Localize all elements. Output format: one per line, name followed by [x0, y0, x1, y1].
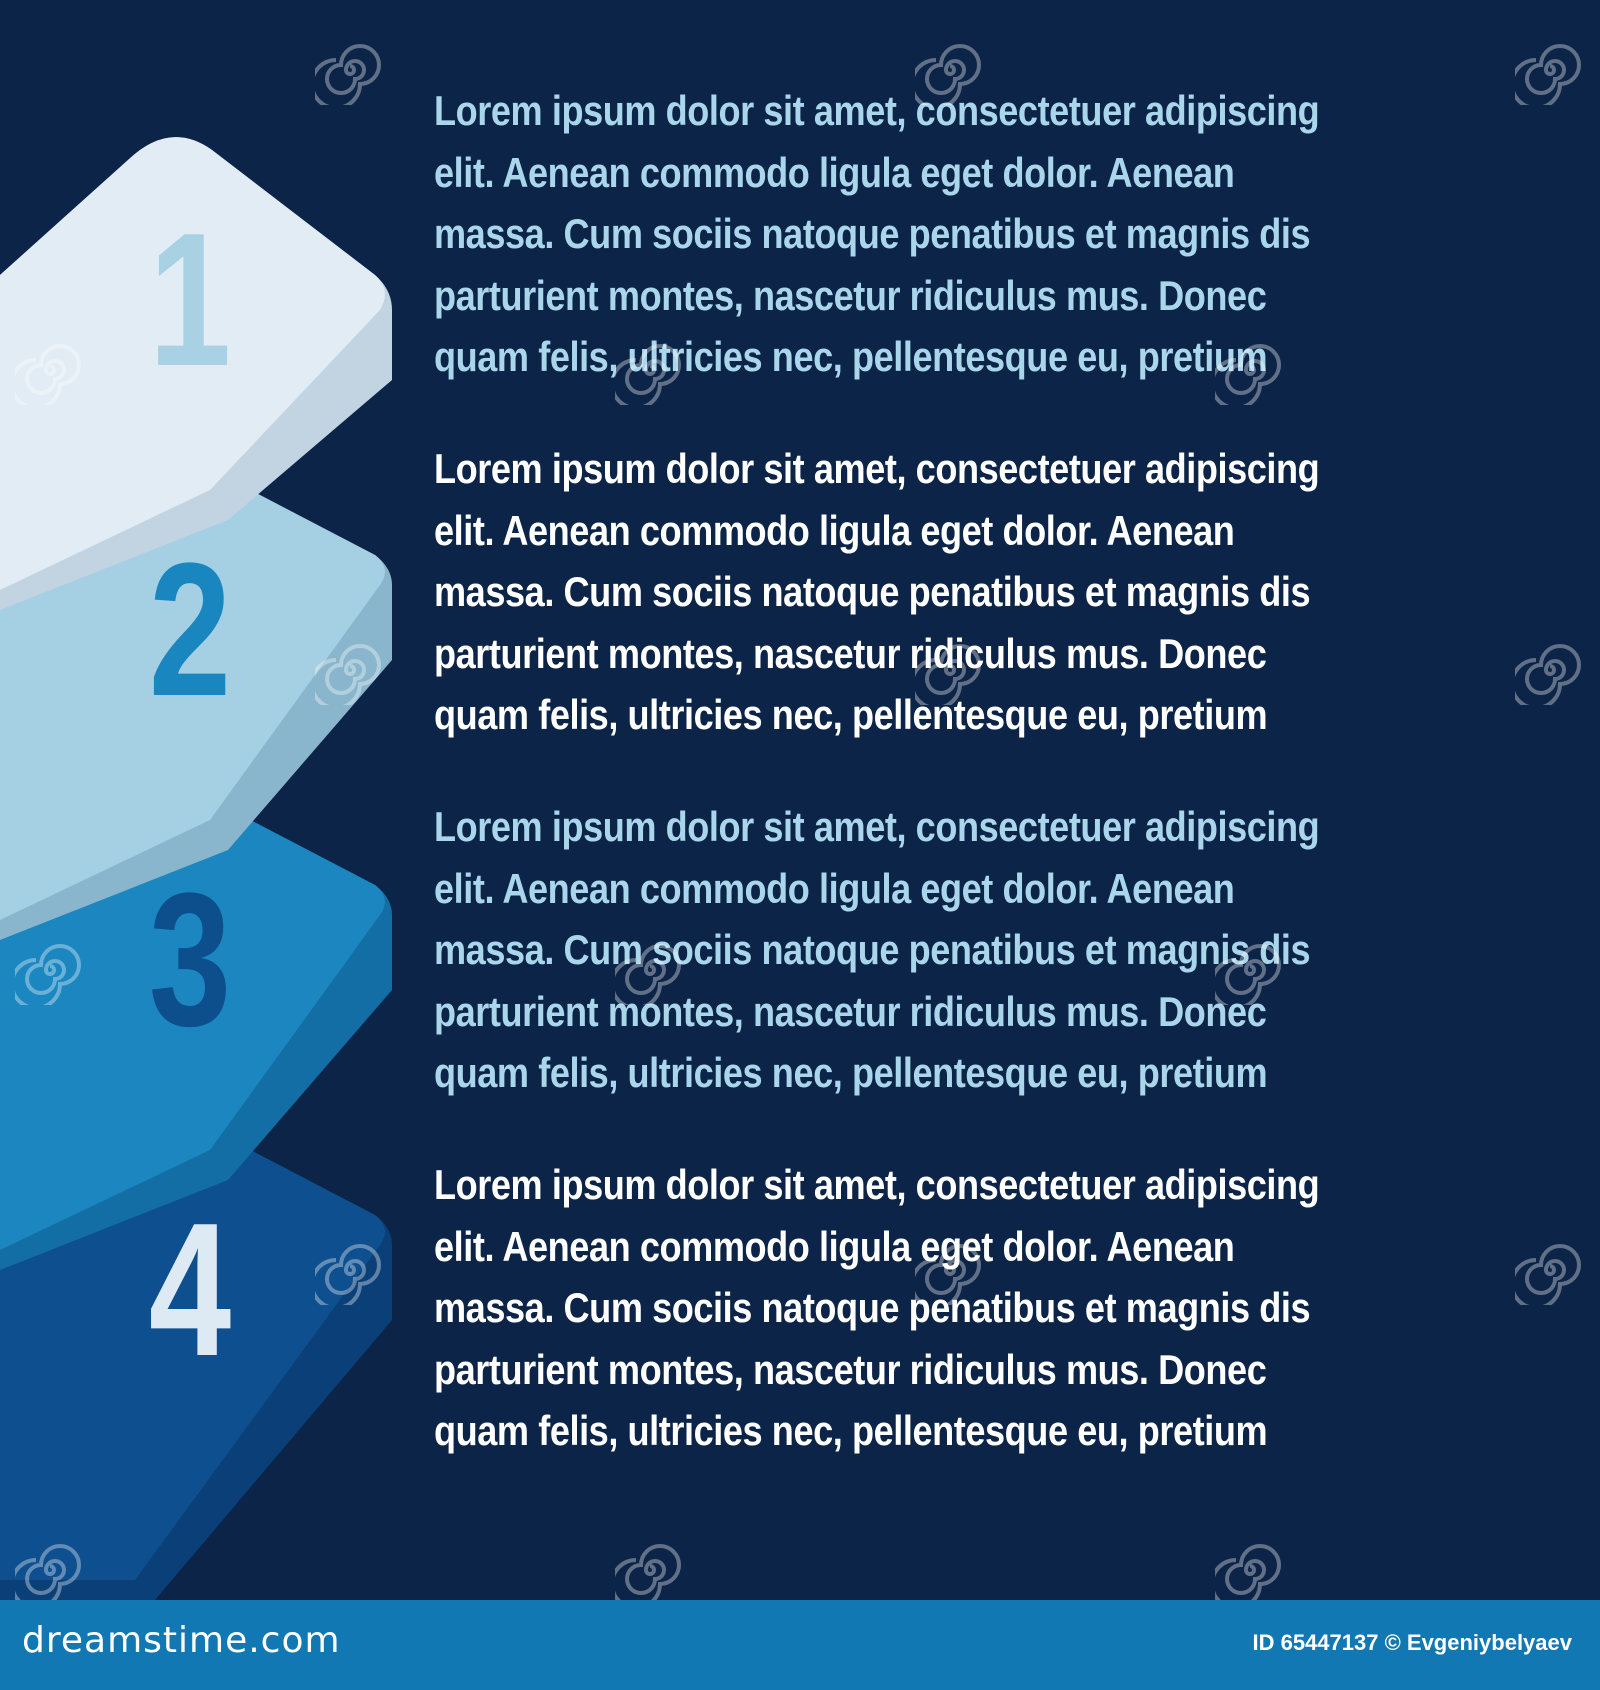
text-line: elit. Aenean commodo ligula eget dolor. Aenean: [434, 1222, 1235, 1270]
spiral-icon: [15, 1535, 85, 1600]
spiral-icon: [315, 635, 385, 705]
spiral-icon: [1215, 935, 1285, 1005]
text-line: massa. Cum sociis natoque penatibus et magnis dis: [434, 568, 1311, 615]
spiral-icon: [15, 335, 85, 405]
spiral-icon: [915, 1235, 985, 1305]
image-credit: ID 65447137 © Evgeniybelyaev: [1252, 1630, 1572, 1655]
step-3-text: [434, 796, 1564, 1104]
text-line: elit. Aenean commodo ligula eget dolor. Aenean: [434, 864, 1235, 912]
step-1-text: [434, 80, 1564, 388]
text-line: Lorem ipsum dolor sit amet, consectetuer adipiscing: [434, 87, 1320, 134]
spiral-icon: [1515, 635, 1585, 705]
text-line: quam felis, ultricies nec, pellentesque eu, pretium: [434, 333, 1268, 380]
step-number-4: 4: [148, 1184, 232, 1396]
spiral-icon: [615, 1535, 685, 1600]
spiral-icon: [1215, 335, 1285, 405]
spiral-icon: [915, 35, 985, 105]
step-number-3: 3: [148, 854, 232, 1066]
footer-bar: [0, 1600, 1600, 1690]
spiral-icon: [615, 335, 685, 405]
site-logo[interactable]: dreamstime.com: [22, 1620, 341, 1661]
spiral-icon: [15, 935, 85, 1005]
step-4-text: [434, 1154, 1564, 1462]
text-line: parturient montes, nascetur ridiculus mus. Donec: [434, 629, 1267, 677]
text-line: parturient montes, nascetur ridiculus mus. Donec: [434, 271, 1267, 319]
text-line: quam felis, ultricies nec, pellentesque eu, pretium: [434, 691, 1268, 738]
spiral-icon: [1515, 35, 1585, 105]
spiral-icon: [1215, 1535, 1285, 1600]
text-line: parturient montes, nascetur ridiculus mus. Donec: [434, 1345, 1267, 1393]
text-line: elit. Aenean commodo ligula eget dolor. Aenean: [434, 148, 1235, 196]
text-line: Lorem ipsum dolor sit amet, consectetuer adipiscing: [434, 445, 1320, 492]
text-line: quam felis, ultricies nec, pellentesque eu, pretium: [434, 1049, 1268, 1096]
spiral-icon: [315, 35, 385, 105]
text-line: massa. Cum sociis natoque penatibus et magnis dis: [434, 1284, 1311, 1331]
step-2-text: [434, 438, 1564, 746]
step-number-2: 2: [148, 524, 232, 736]
spiral-icon: [1515, 1235, 1585, 1305]
text-line: elit. Aenean commodo ligula eget dolor. Aenean: [434, 506, 1235, 554]
text-line: massa. Cum sociis natoque penatibus et magnis dis: [434, 210, 1311, 257]
text-line: Lorem ipsum dolor sit amet, consectetuer adipiscing: [434, 1161, 1320, 1208]
spiral-icon: [615, 935, 685, 1005]
step-number-1: 1: [148, 194, 232, 406]
text-line: Lorem ipsum dolor sit amet, consectetuer adipiscing: [434, 803, 1320, 850]
text-line: massa. Cum sociis natoque penatibus et magnis dis: [434, 926, 1311, 973]
spiral-icon: [315, 1235, 385, 1305]
text-line: quam felis, ultricies nec, pellentesque eu, pretium: [434, 1407, 1268, 1454]
text-line: parturient montes, nascetur ridiculus mus. Donec: [434, 987, 1267, 1035]
spiral-icon: [915, 635, 985, 705]
